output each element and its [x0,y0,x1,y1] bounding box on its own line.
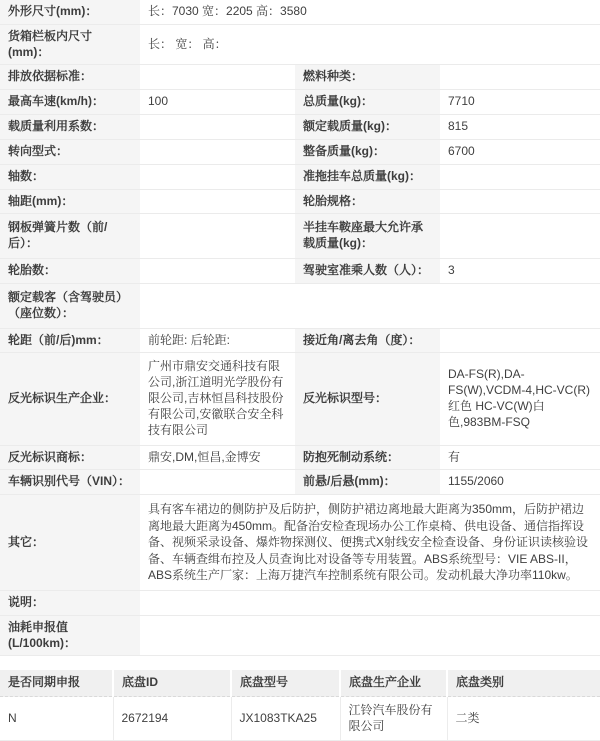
spec-label-axle-count: 轴数： [0,164,140,189]
chassis-manufacturer-value: 江铃汽车股份有限公司 [340,697,447,741]
spec-value-load-utilization [140,115,295,140]
spec-value-fuel-type [440,65,600,90]
chassis-header-row [0,670,600,696]
spec-label-total-mass: 总质量(kg)： [295,90,440,115]
spec-label-dimensions: 外形尺寸(mm)： [0,0,140,24]
spec-label-overhang: 前悬/后悬(mm)： [295,470,440,495]
spec-label-rated-load: 额定载质量(kg)： [295,115,440,140]
spec-label-max-speed: 最高车速(km/h)： [0,90,140,115]
chassis-same-period-value: N [0,697,113,741]
spec-value-abs: 有 [440,445,600,470]
chassis-model-value: JX1083TKA25 [231,697,340,741]
table-row [0,283,600,328]
section-divider [0,656,600,670]
spec-label-trailer-mass: 准拖挂车总质量(kg)： [295,164,440,189]
spec-value-dimensions: 长：7030 宽：2205 高：3580 [140,0,600,24]
table-row [0,470,600,495]
spec-label-notes: 说明： [0,590,140,615]
table-row [0,214,600,259]
spec-value-cargo-inner-size: 长： 宽： 高： [140,24,600,65]
chassis-header-model: 底盘型号 [231,670,340,696]
chassis-header-category: 底盘类别 [447,670,600,696]
spec-value-tire-count [140,259,295,284]
spec-label-load-utilization: 载质量利用系数： [0,115,140,140]
spec-label-rated-passengers: 额定载客（含驾驶员）（座位数）： [0,283,140,328]
spec-label-curb-weight: 整备质量(kg)： [295,139,440,164]
spec-label-reflector-model: 反光标识型号： [295,353,440,445]
spec-value-saddle-load [440,214,600,259]
spec-value-emission-standard [140,65,295,90]
chassis-table [0,670,600,741]
spec-value-cab-passengers: 3 [440,259,600,284]
spec-value-axle-count [140,164,295,189]
table-row [0,189,600,214]
spec-label-tire-spec: 轮胎规格： [295,189,440,214]
table-row [0,495,600,591]
table-row [0,615,600,656]
table-row [0,328,600,353]
table-row [0,115,600,140]
spec-label-cab-passengers: 驾驶室准乘人数（人）： [295,259,440,284]
table-row [0,353,600,445]
spec-value-reflector-brand: 鼎安,DM,恒昌,金博安 [140,445,295,470]
spec-label-spring-leaves: 钢板弹簧片数（前/后）： [0,214,140,259]
spec-value-approach-departure-angle [440,328,600,353]
spec-value-rated-passengers [140,283,600,328]
table-row [0,590,600,615]
spec-label-wheelbase: 轴距(mm)： [0,189,140,214]
table-row [0,445,600,470]
chassis-header-manufacturer: 底盘生产企业 [340,670,447,696]
spec-label-steering-type: 转向型式： [0,139,140,164]
spec-value-notes [140,590,600,615]
spec-value-overhang: 1155/2060 [440,470,600,495]
table-row [0,65,600,90]
spec-label-fuel-consumption: 油耗申报值(L/100km)： [0,615,140,656]
chassis-category-value: 二类 [447,697,600,741]
spec-label-other: 其它： [0,495,140,591]
spec-value-other: 具有客车裙边的侧防护及后防护，侧防护裙边离地最大距离为350mm，后防护裙边离地最大距离为450mm。配备治安检查现场办公工作桌椅、供电设备、通信指挥设备、视频采录设备、爆炸物探测仪、便携式X射线安全检查设备、身份证识读核验设备、车辆查缉布控及人员查询比对设备等专用装置。ABS系统型号：VIE ABS-II，ABS系统生产厂家：上海万捷汽车控制系统有限公司。发动机最大净功率110kw。 [140,495,600,591]
spec-label-tire-count: 轮胎数： [0,259,140,284]
spec-value-reflector-model: DA-FS(R),DA-FS(W),VCDM-4,HC-VC(R)红色 HC-VC(W)白色,983BM-FSQ [440,353,600,445]
table-row [0,0,600,24]
table-row [0,24,600,65]
chassis-data-row [0,697,600,741]
spec-value-track-width: 前轮距: 后轮距: [140,328,295,353]
spec-value-spring-leaves [140,214,295,259]
spec-value-trailer-mass [440,164,600,189]
spec-value-reflector-manufacturer: 广州市鼎安交通科技有限公司,浙江道明光学股份有限公司,吉林恒昌科技股份有限公司,安徽联合安全科技有限公司 [140,353,295,445]
chassis-header-id: 底盘ID [113,670,231,696]
table-row [0,259,600,284]
spec-value-curb-weight: 6700 [440,139,600,164]
spec-label-emission-standard: 排放依据标准： [0,65,140,90]
spec-label-approach-departure-angle: 接近角/离去角（度）： [295,328,440,353]
chassis-id-value: 2672194 [113,697,231,741]
spec-label-reflector-brand: 反光标识商标： [0,445,140,470]
spec-value-tire-spec [440,189,600,214]
spec-label-track-width: 轮距（前/后)mm： [0,328,140,353]
table-row [0,139,600,164]
spec-value-max-speed: 100 [140,90,295,115]
table-row [0,164,600,189]
spec-value-rated-load: 815 [440,115,600,140]
spec-label-saddle-load: 半挂车鞍座最大允许承载质量(kg)： [295,214,440,259]
spec-label-cargo-inner-size: 货箱栏板内尺寸(mm)： [0,24,140,65]
spec-value-vin [140,470,295,495]
spec-value-total-mass: 7710 [440,90,600,115]
spec-value-fuel-consumption [140,615,600,656]
spec-label-fuel-type: 燃料种类： [295,65,440,90]
spec-label-vin: 车辆识别代号（VIN）： [0,470,140,495]
spec-label-reflector-manufacturer: 反光标识生产企业： [0,353,140,445]
spec-value-steering-type [140,139,295,164]
table-row [0,90,600,115]
spec-label-abs: 防抱死制动系统： [295,445,440,470]
chassis-header-same-period: 是否同期申报 [0,670,113,696]
spec-value-wheelbase [140,189,295,214]
